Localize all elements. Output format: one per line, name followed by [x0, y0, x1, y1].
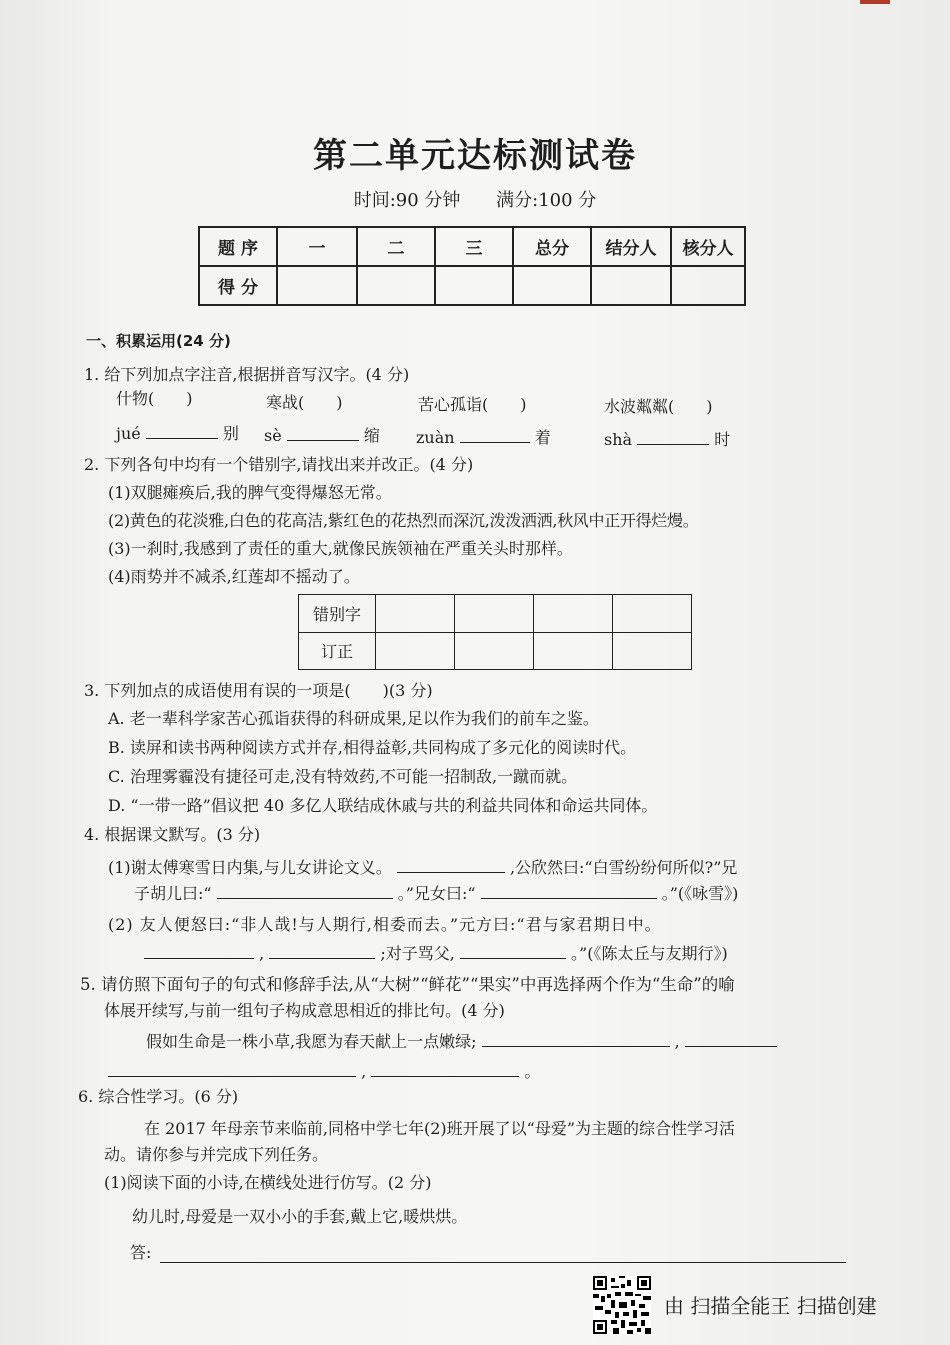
q2-sentence: (4)雨势并不减杀,红莲却不摇动了。	[108, 567, 360, 586]
correction-cell[interactable]	[613, 595, 692, 633]
correction-cell[interactable]	[376, 595, 455, 633]
q3-option-a: A. 老一辈科学家苦心孤诣获得的科研成果,足以作为我们的前车之鉴。	[108, 709, 599, 728]
q5-text: 。	[524, 1062, 541, 1081]
score-header-cell: 题 序	[199, 227, 277, 266]
scanner-watermark: 由 扫描全能王 扫描创建	[664, 1294, 877, 1318]
pinyin-suffix: 别	[222, 424, 239, 443]
answer-blank[interactable]	[146, 422, 218, 439]
score-cell[interactable]	[671, 266, 745, 305]
time-limit: 时间:90 分钟	[353, 190, 461, 211]
score-header-cell: 一	[277, 227, 357, 266]
answer-label: 答:	[130, 1243, 152, 1262]
q4-line: (2) 友人便怒曰:“非人哉!与人期行,相委而去。”元方曰:“君与家君期日中。	[108, 915, 662, 934]
q4-text: 。”(《陈太丘与友期行》)	[571, 944, 728, 963]
pinyin-suffix: 着	[534, 428, 551, 447]
answer-blank[interactable]	[460, 942, 566, 959]
q1-word: 苦心孤诣( )	[418, 395, 527, 414]
score-header-cell: 结分人	[591, 227, 671, 266]
score-header-cell: 核分人	[671, 227, 745, 266]
score-cell[interactable]	[357, 266, 435, 305]
correction-cell[interactable]	[534, 632, 613, 670]
q4-text: 。”(《咏雪》)	[661, 884, 739, 903]
score-header-cell: 三	[435, 227, 513, 266]
pinyin: shà	[604, 430, 633, 449]
answer-blank[interactable]	[217, 882, 393, 899]
question-6-title: 6. 综合性学习。(6 分)	[78, 1087, 239, 1106]
question-5-title-cont: 体展开续写,与前一组句子构成意思相近的排比句。(4 分)	[104, 1001, 505, 1020]
edge-mark	[860, 0, 890, 4]
q4-text: (1)谢太傅寒雪日内集,与儿女讲论文义。	[108, 858, 392, 877]
correction-cell[interactable]	[376, 632, 455, 670]
q5-line	[146, 1030, 777, 1053]
answer-blank[interactable]	[371, 1060, 519, 1077]
answer-blank[interactable]	[481, 882, 657, 899]
exam-title: 第二单元达标测试卷	[313, 136, 637, 176]
pinyin: zuàn	[416, 428, 455, 447]
pinyin-suffix: 缩	[363, 426, 380, 445]
q1-pinyin-item	[116, 422, 239, 445]
pinyin: sè	[264, 426, 282, 445]
score-cell[interactable]	[277, 266, 357, 305]
score-cell[interactable]	[513, 266, 591, 305]
answer-blank[interactable]	[287, 424, 359, 441]
correction-row-label: 订正	[299, 632, 376, 670]
question-3-title: 3. 下列加点的成语使用有误的一项是( )(3 分)	[84, 681, 433, 700]
q5-example: 假如生命是一株小草,我愿为春天献上一点嫩绿;	[146, 1032, 477, 1051]
correction-cell[interactable]	[455, 632, 534, 670]
answer-blank[interactable]	[144, 942, 254, 959]
q2-sentence: (3)一刹时,我感到了责任的重大,就像民族领袖在严重关头时那样。	[108, 539, 573, 558]
question-2-title: 2. 下列各句中均有一个错别字,请找出来并改正。(4 分)	[84, 455, 474, 474]
q3-option-b: B. 读屏和读书两种阅读方式并存,相得益彰,共同构成了多元化的阅读时代。	[108, 738, 637, 757]
correction-cell[interactable]	[455, 595, 534, 633]
answer-blank[interactable]	[460, 426, 530, 443]
q1-pinyin-item	[264, 424, 380, 447]
answer-blank[interactable]	[482, 1030, 670, 1047]
correction-cell[interactable]	[613, 632, 692, 670]
q4-text: 。”兄女曰:“	[397, 884, 476, 903]
score-cell[interactable]	[435, 266, 513, 305]
q6-intro: 动。请你参与并完成下列任务。	[104, 1145, 329, 1164]
q4-text: ,	[259, 944, 265, 963]
answer-blank[interactable]	[269, 942, 375, 959]
correction-row-label: 错别字	[299, 595, 376, 633]
score-cell[interactable]	[591, 266, 671, 305]
q5-text: ,	[361, 1062, 367, 1081]
q3-option-d: D. “一带一路”倡议把 40 多亿人联结成休戚与共的利益共同体和命运共同体。	[108, 796, 658, 815]
q1-word: 水波粼粼( )	[604, 397, 713, 416]
qr-code-icon	[593, 1276, 651, 1334]
exam-subtitle	[0, 186, 950, 212]
pinyin: jué	[116, 424, 141, 443]
q4-text: ,公欣然曰:“白雪纷纷何所似?”兄	[509, 858, 738, 877]
q6-sub1: (1)阅读下面的小诗,在横线处进行仿写。(2 分)	[104, 1173, 432, 1192]
section-heading: 一、积累运用(24 分)	[86, 332, 231, 350]
answer-blank[interactable]	[108, 1060, 356, 1077]
q1-pinyin-item	[416, 426, 551, 449]
question-1-title: 1. 给下列加点字注音,根据拼音写汉字。(4 分)	[84, 365, 410, 384]
pinyin-suffix: 时	[714, 430, 731, 449]
correction-table	[298, 594, 692, 670]
answer-blank[interactable]	[637, 428, 709, 445]
score-header-cell: 总分	[513, 227, 591, 266]
answer-blank[interactable]	[685, 1030, 777, 1047]
q6-poem: 幼儿时,母爱是一双小小的手套,戴上它,暖烘烘。	[132, 1207, 468, 1226]
q1-pinyin-item	[604, 428, 730, 451]
q2-sentence: (2)黄色的花淡雅,白色的花高洁,紫红色的花热烈而深沉,泼泼洒洒,秋风中正开得烂熳。	[108, 511, 699, 530]
question-5-title: 5. 请仿照下面句子的句式和修辞手法,从“大树”“鲜花”“果实”中再选择两个作为“生命”的喻	[80, 975, 735, 994]
q4-text: 子胡儿曰:“	[134, 884, 212, 903]
score-header-cell: 二	[357, 227, 435, 266]
answer-blank[interactable]	[397, 856, 505, 873]
q2-sentence: (1)双腿瘫痪后,我的脾气变得爆怒无常。	[108, 483, 392, 502]
q4-line	[134, 882, 738, 905]
q5-text: ,	[674, 1032, 680, 1051]
q6-intro: 在 2017 年母亲节来临前,同格中学七年(2)班开展了以“母爱”为主题的综合性学习活	[144, 1119, 736, 1138]
q3-option-c: C. 治理雾霾没有捷径可走,没有特效药,不可能一招制敌,一蹴而就。	[108, 767, 578, 786]
q5-line	[108, 1060, 540, 1083]
q1-word: 寒战( )	[266, 393, 343, 412]
q4-text: ;对子骂父,	[380, 944, 455, 963]
q1-word: 什物( )	[116, 389, 193, 408]
full-score: 满分:100 分	[496, 190, 597, 211]
q4-line	[144, 942, 728, 965]
score-row-label: 得 分	[199, 266, 277, 305]
score-table	[198, 226, 746, 306]
answer-line[interactable]	[160, 1262, 846, 1263]
question-4-title: 4. 根据课文默写。(3 分)	[84, 825, 261, 844]
q4-line	[108, 856, 737, 879]
correction-cell[interactable]	[534, 595, 613, 633]
